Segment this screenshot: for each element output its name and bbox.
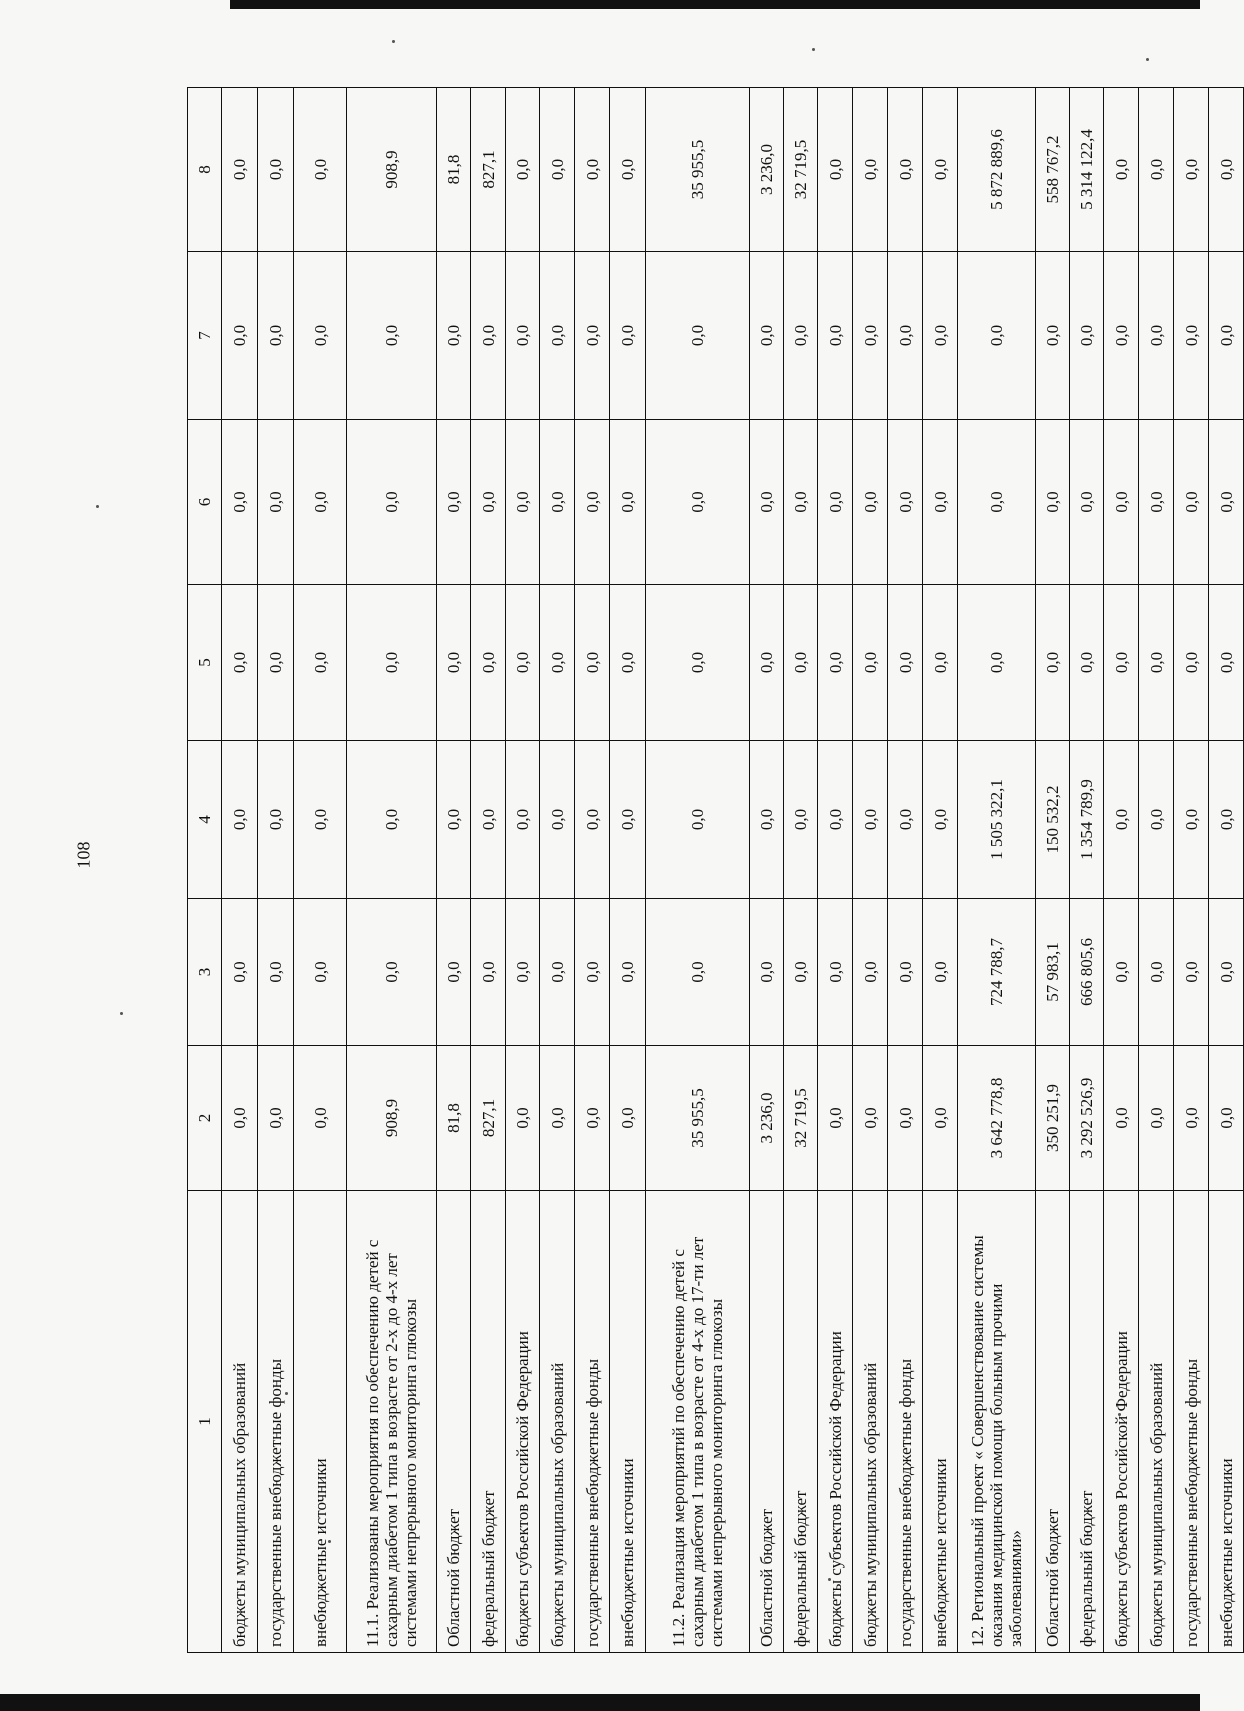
value-cell: 0,0 bbox=[1104, 420, 1139, 585]
value-cell: 0,0 bbox=[1036, 252, 1070, 420]
value-cell: 0,0 bbox=[575, 585, 610, 741]
value-cell: 0,0 bbox=[923, 88, 958, 252]
value-cell: 0,0 bbox=[540, 252, 575, 420]
value-cell: 0,0 bbox=[1174, 1046, 1209, 1191]
row-label: бюджеты муниципальных образований bbox=[222, 1191, 258, 1653]
value-cell: 0,0 bbox=[610, 88, 646, 252]
page-number: 108 bbox=[73, 841, 94, 869]
value-cell: 0,0 bbox=[784, 252, 818, 420]
value-cell: 0,0 bbox=[818, 420, 853, 585]
value-cell: 0,0 bbox=[294, 1046, 347, 1191]
value-cell: 0,0 bbox=[888, 1046, 923, 1191]
table-row bbox=[923, 88, 958, 1653]
column-header: 5 bbox=[188, 585, 222, 741]
row-label: 11.1. Реализованы мероприятия по обеспечению детей с сахарным диабетом 1 типа в возрасте от 2-х до 4-х лет системами непрерывного мониторинга глюкозы bbox=[347, 1191, 437, 1653]
row-label: внебюджетные источники bbox=[294, 1191, 347, 1653]
value-cell: 0,0 bbox=[540, 899, 575, 1046]
value-cell: 0,0 bbox=[540, 1046, 575, 1191]
row-label: бюджеты субъектов Российской Федерации bbox=[506, 1191, 540, 1653]
table-row bbox=[258, 88, 294, 1653]
value-cell: 0,0 bbox=[575, 899, 610, 1046]
value-cell: 0,0 bbox=[818, 88, 853, 252]
value-cell: 0,0 bbox=[1139, 420, 1174, 585]
value-cell: 0,0 bbox=[888, 420, 923, 585]
value-cell: 0,0 bbox=[222, 420, 258, 585]
value-cell: 558 767,2 bbox=[1036, 88, 1070, 252]
value-cell: 0,0 bbox=[1070, 585, 1104, 741]
value-cell: 0,0 bbox=[784, 899, 818, 1046]
column-header: 6 bbox=[188, 420, 222, 585]
value-cell: 0,0 bbox=[258, 88, 294, 252]
value-cell: 35 955,5 bbox=[646, 88, 750, 252]
table-row bbox=[1070, 88, 1104, 1653]
value-cell: 0,0 bbox=[853, 585, 888, 741]
value-cell: 0,0 bbox=[222, 585, 258, 741]
value-cell: 0,0 bbox=[294, 899, 347, 1046]
value-cell: 0,0 bbox=[610, 252, 646, 420]
value-cell: 0,0 bbox=[1139, 899, 1174, 1046]
value-cell: 32 719,5 bbox=[784, 1046, 818, 1191]
value-cell: 0,0 bbox=[471, 741, 506, 899]
value-cell: 0,0 bbox=[1174, 585, 1209, 741]
value-cell: 0,0 bbox=[923, 1046, 958, 1191]
value-cell: 0,0 bbox=[646, 741, 750, 899]
value-cell: 3 292 526,9 bbox=[1070, 1046, 1104, 1191]
value-cell: 908,9 bbox=[347, 88, 437, 252]
value-cell: 81,8 bbox=[437, 1046, 471, 1191]
value-cell: 0,0 bbox=[784, 585, 818, 741]
value-cell: 0,0 bbox=[610, 420, 646, 585]
column-header: 7 bbox=[188, 252, 222, 420]
column-header: 1 bbox=[188, 1191, 222, 1653]
value-cell: 0,0 bbox=[610, 741, 646, 899]
value-cell: 0,0 bbox=[1209, 741, 1244, 899]
table-row bbox=[646, 88, 750, 1653]
value-cell: 0,0 bbox=[222, 252, 258, 420]
value-cell: 0,0 bbox=[853, 899, 888, 1046]
value-cell: 150 532,2 bbox=[1036, 741, 1070, 899]
row-label: федеральный бюджет bbox=[784, 1191, 818, 1653]
value-cell: 35 955,5 bbox=[646, 1046, 750, 1191]
value-cell: 0,0 bbox=[347, 420, 437, 585]
value-cell: 0,0 bbox=[437, 252, 471, 420]
value-cell: 0,0 bbox=[294, 88, 347, 252]
value-cell: 0,0 bbox=[1174, 899, 1209, 1046]
value-cell: 0,0 bbox=[471, 252, 506, 420]
column-header: 4 bbox=[188, 741, 222, 899]
value-cell: 3 642 778,8 bbox=[958, 1046, 1036, 1191]
table-row bbox=[1209, 88, 1244, 1653]
value-cell: 0,0 bbox=[294, 252, 347, 420]
value-cell: 0,0 bbox=[853, 1046, 888, 1191]
row-label: бюджеты муниципальных образований bbox=[1139, 1191, 1174, 1653]
value-cell: 0,0 bbox=[646, 252, 750, 420]
value-cell: 0,0 bbox=[540, 741, 575, 899]
table-row bbox=[222, 88, 258, 1653]
scan-speck bbox=[392, 40, 395, 43]
row-label: внебюджетные источники bbox=[1209, 1191, 1244, 1653]
value-cell: 0,0 bbox=[347, 741, 437, 899]
row-label: Областной бюджет bbox=[750, 1191, 784, 1653]
value-cell: 0,0 bbox=[888, 741, 923, 899]
value-cell: 0,0 bbox=[888, 88, 923, 252]
value-cell: 0,0 bbox=[1104, 1046, 1139, 1191]
value-cell: 827,1 bbox=[471, 1046, 506, 1191]
value-cell: 0,0 bbox=[750, 420, 784, 585]
row-label: государственные внебюджетные фонды bbox=[1174, 1191, 1209, 1653]
table-row bbox=[294, 88, 347, 1653]
value-cell: 0,0 bbox=[471, 899, 506, 1046]
value-cell: 908,9 bbox=[347, 1046, 437, 1191]
value-cell: 3 236,0 bbox=[750, 1046, 784, 1191]
value-cell: 5 872 889,6 bbox=[958, 88, 1036, 252]
table-header-row bbox=[188, 88, 222, 1653]
value-cell: 0,0 bbox=[853, 741, 888, 899]
value-cell: 0,0 bbox=[610, 585, 646, 741]
table-row bbox=[540, 88, 575, 1653]
value-cell: 0,0 bbox=[818, 585, 853, 741]
value-cell: 0,0 bbox=[750, 585, 784, 741]
value-cell: 0,0 bbox=[258, 420, 294, 585]
value-cell: 0,0 bbox=[818, 741, 853, 899]
value-cell: 0,0 bbox=[540, 420, 575, 585]
value-cell: 1 354 789,9 bbox=[1070, 741, 1104, 899]
value-cell: 724 788,7 bbox=[958, 899, 1036, 1046]
value-cell: 0,0 bbox=[258, 1046, 294, 1191]
table-row bbox=[1174, 88, 1209, 1653]
value-cell: 0,0 bbox=[347, 585, 437, 741]
table-body bbox=[222, 88, 1244, 1653]
value-cell: 0,0 bbox=[1036, 420, 1070, 585]
row-label: внебюджетные источники bbox=[610, 1191, 646, 1653]
value-cell: 0,0 bbox=[437, 420, 471, 585]
value-cell: 0,0 bbox=[1104, 585, 1139, 741]
row-label: бюджеты субъектов Российской Федерации bbox=[818, 1191, 853, 1653]
value-cell: 0,0 bbox=[506, 741, 540, 899]
value-cell: 0,0 bbox=[1139, 1046, 1174, 1191]
value-cell: 0,0 bbox=[258, 899, 294, 1046]
scan-speck bbox=[96, 505, 99, 508]
value-cell: 0,0 bbox=[818, 1046, 853, 1191]
value-cell: 0,0 bbox=[506, 585, 540, 741]
value-cell: 0,0 bbox=[347, 252, 437, 420]
row-label: 12. Региональный проект « Совершенствование системы оказания медицинской помощи больным прочими заболеваниями» bbox=[958, 1191, 1036, 1653]
value-cell: 0,0 bbox=[610, 1046, 646, 1191]
row-label: бюджеты муниципальных образований bbox=[853, 1191, 888, 1653]
row-label: бюджеты муниципальных образований bbox=[540, 1191, 575, 1653]
row-label: Областной бюджет bbox=[437, 1191, 471, 1653]
row-label: Областной бюджет bbox=[1036, 1191, 1070, 1653]
value-cell: 32 719,5 bbox=[784, 88, 818, 252]
value-cell: 0,0 bbox=[923, 252, 958, 420]
value-cell: 0,0 bbox=[958, 420, 1036, 585]
value-cell: 0,0 bbox=[575, 88, 610, 252]
value-cell: 0,0 bbox=[540, 585, 575, 741]
value-cell: 0,0 bbox=[437, 585, 471, 741]
column-header: 3 bbox=[188, 899, 222, 1046]
rotated-table-container bbox=[187, 88, 1236, 1653]
value-cell: 0,0 bbox=[1104, 88, 1139, 252]
value-cell: 0,0 bbox=[923, 585, 958, 741]
column-header: 2 bbox=[188, 1046, 222, 1191]
value-cell: 0,0 bbox=[506, 1046, 540, 1191]
table-row bbox=[784, 88, 818, 1653]
scan-border-bottom bbox=[0, 1694, 1200, 1711]
value-cell: 0,0 bbox=[818, 252, 853, 420]
value-cell: 0,0 bbox=[506, 899, 540, 1046]
value-cell: 0,0 bbox=[1174, 88, 1209, 252]
value-cell: 0,0 bbox=[575, 420, 610, 585]
table-row bbox=[471, 88, 506, 1653]
value-cell: 1 505 322,1 bbox=[958, 741, 1036, 899]
value-cell: 3 236,0 bbox=[750, 88, 784, 252]
value-cell: 0,0 bbox=[958, 252, 1036, 420]
value-cell: 827,1 bbox=[471, 88, 506, 252]
row-label: государственные внебюджетные фонды bbox=[575, 1191, 610, 1653]
value-cell: 0,0 bbox=[222, 88, 258, 252]
value-cell: 0,0 bbox=[1139, 741, 1174, 899]
value-cell: 0,0 bbox=[784, 741, 818, 899]
scan-speck bbox=[812, 48, 815, 51]
value-cell: 0,0 bbox=[1209, 88, 1244, 252]
value-cell: 0,0 bbox=[506, 252, 540, 420]
row-label: государственные внебюджетные фонды bbox=[888, 1191, 923, 1653]
table-row bbox=[818, 88, 853, 1653]
table-row bbox=[1104, 88, 1139, 1653]
value-cell: 0,0 bbox=[888, 899, 923, 1046]
value-cell: 0,0 bbox=[471, 420, 506, 585]
scan-speck bbox=[1146, 58, 1149, 61]
value-cell: 0,0 bbox=[610, 899, 646, 1046]
value-cell: 0,0 bbox=[506, 88, 540, 252]
table-row bbox=[575, 88, 610, 1653]
value-cell: 0,0 bbox=[222, 899, 258, 1046]
value-cell: 0,0 bbox=[258, 585, 294, 741]
value-cell: 0,0 bbox=[853, 252, 888, 420]
value-cell: 0,0 bbox=[294, 585, 347, 741]
row-label: бюджеты субъектов Российской Федерации bbox=[1104, 1191, 1139, 1653]
value-cell: 0,0 bbox=[923, 899, 958, 1046]
value-cell: 0,0 bbox=[1174, 420, 1209, 585]
scan-border-top bbox=[230, 0, 1200, 9]
scan-speck bbox=[120, 1012, 123, 1015]
value-cell: 0,0 bbox=[958, 585, 1036, 741]
table-row bbox=[853, 88, 888, 1653]
value-cell: 0,0 bbox=[258, 741, 294, 899]
value-cell: 0,0 bbox=[818, 899, 853, 1046]
table-row bbox=[1036, 88, 1070, 1653]
value-cell: 0,0 bbox=[853, 420, 888, 585]
value-cell: 666 805,6 bbox=[1070, 899, 1104, 1046]
funding-table bbox=[187, 87, 1244, 1653]
value-cell: 81,8 bbox=[437, 88, 471, 252]
value-cell: 0,0 bbox=[222, 1046, 258, 1191]
value-cell: 5 314 122,4 bbox=[1070, 88, 1104, 252]
value-cell: 0,0 bbox=[1070, 252, 1104, 420]
value-cell: 0,0 bbox=[750, 252, 784, 420]
value-cell: 0,0 bbox=[750, 899, 784, 1046]
value-cell: 0,0 bbox=[1174, 252, 1209, 420]
value-cell: 0,0 bbox=[294, 420, 347, 585]
value-cell: 0,0 bbox=[1174, 741, 1209, 899]
value-cell: 0,0 bbox=[853, 88, 888, 252]
value-cell: 0,0 bbox=[1209, 899, 1244, 1046]
value-cell: 0,0 bbox=[1209, 585, 1244, 741]
value-cell: 0,0 bbox=[540, 88, 575, 252]
table-row bbox=[958, 88, 1036, 1653]
value-cell: 0,0 bbox=[888, 252, 923, 420]
value-cell: 0,0 bbox=[888, 585, 923, 741]
table-row bbox=[610, 88, 646, 1653]
value-cell: 0,0 bbox=[923, 741, 958, 899]
value-cell: 0,0 bbox=[258, 252, 294, 420]
value-cell: 0,0 bbox=[1139, 88, 1174, 252]
row-label: внебюджетные источники bbox=[923, 1191, 958, 1653]
value-cell: 0,0 bbox=[646, 899, 750, 1046]
table-row bbox=[1139, 88, 1174, 1653]
value-cell: 0,0 bbox=[222, 741, 258, 899]
row-label: федеральный бюджет bbox=[1070, 1191, 1104, 1653]
row-label: государственные внебюджетные фонды bbox=[258, 1191, 294, 1653]
table-row bbox=[750, 88, 784, 1653]
value-cell: 350 251,9 bbox=[1036, 1046, 1070, 1191]
column-header: 8 bbox=[188, 88, 222, 252]
value-cell: 0,0 bbox=[1104, 899, 1139, 1046]
value-cell: 0,0 bbox=[646, 420, 750, 585]
value-cell: 0,0 bbox=[1209, 1046, 1244, 1191]
value-cell: 0,0 bbox=[1104, 741, 1139, 899]
value-cell: 0,0 bbox=[1036, 585, 1070, 741]
row-label: федеральный бюджет bbox=[471, 1191, 506, 1653]
value-cell: 0,0 bbox=[575, 252, 610, 420]
table-row bbox=[437, 88, 471, 1653]
value-cell: 0,0 bbox=[506, 420, 540, 585]
value-cell: 0,0 bbox=[294, 741, 347, 899]
table-row bbox=[888, 88, 923, 1653]
value-cell: 0,0 bbox=[784, 420, 818, 585]
row-label: 11.2. Реализация мероприятий по обеспечению детей с сахарным диабетом 1 типа в возрасте от 4-х до 17-ти лет системами непрерывного мониторинга глюкозы bbox=[646, 1191, 750, 1653]
value-cell: 0,0 bbox=[750, 741, 784, 899]
value-cell: 0,0 bbox=[347, 899, 437, 1046]
value-cell: 0,0 bbox=[1139, 252, 1174, 420]
value-cell: 0,0 bbox=[1209, 420, 1244, 585]
value-cell: 0,0 bbox=[575, 1046, 610, 1191]
value-cell: 0,0 bbox=[646, 585, 750, 741]
table-row bbox=[506, 88, 540, 1653]
value-cell: 0,0 bbox=[1104, 252, 1139, 420]
value-cell: 0,0 bbox=[923, 420, 958, 585]
value-cell: 0,0 bbox=[1209, 252, 1244, 420]
value-cell: 57 983,1 bbox=[1036, 899, 1070, 1046]
value-cell: 0,0 bbox=[1139, 585, 1174, 741]
value-cell: 0,0 bbox=[437, 899, 471, 1046]
value-cell: 0,0 bbox=[437, 741, 471, 899]
value-cell: 0,0 bbox=[471, 585, 506, 741]
table-row bbox=[347, 88, 437, 1653]
value-cell: 0,0 bbox=[575, 741, 610, 899]
value-cell: 0,0 bbox=[1070, 420, 1104, 585]
